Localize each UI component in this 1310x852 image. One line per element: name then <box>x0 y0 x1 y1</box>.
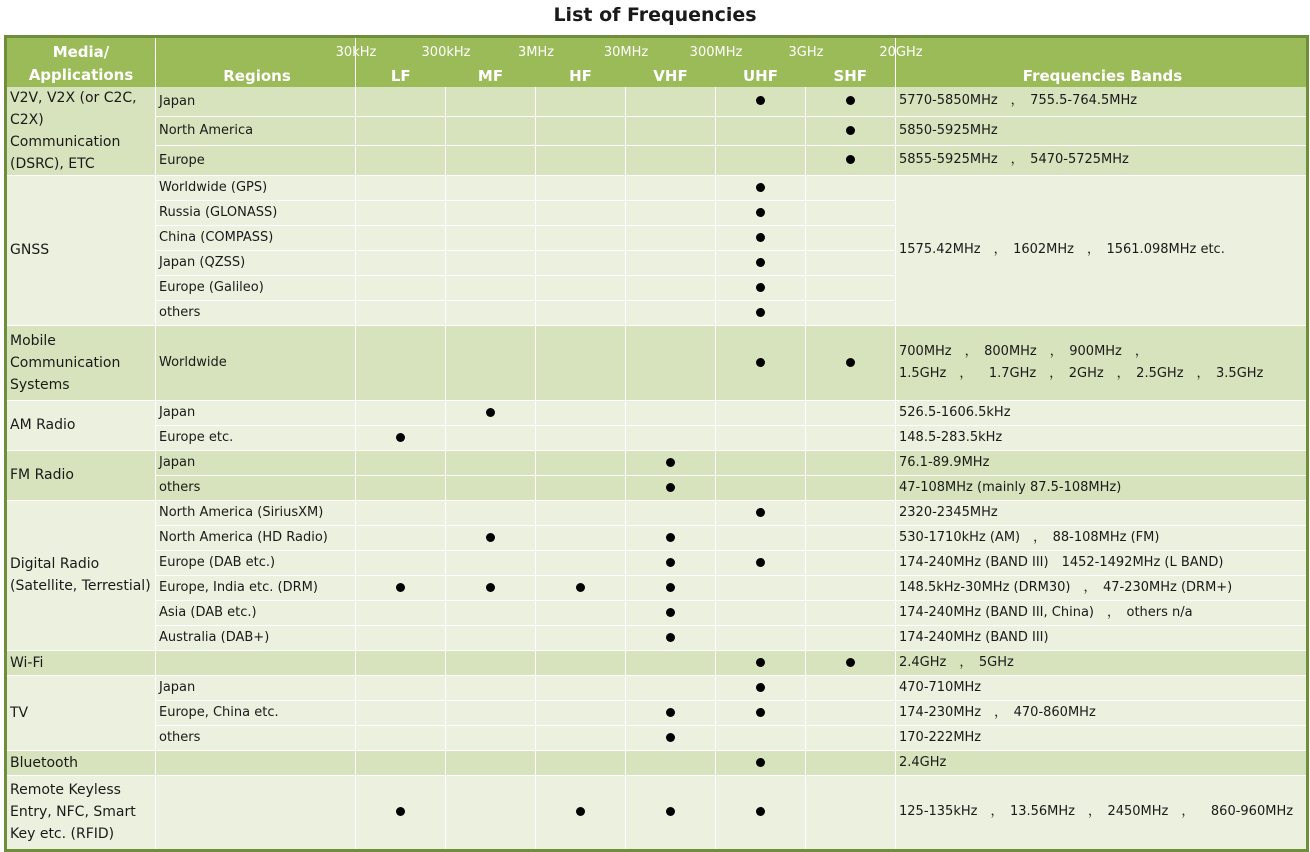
band-cell-lf <box>356 275 446 300</box>
band-mark-dot-icon <box>756 183 765 192</box>
band-cell-uhf <box>716 250 806 275</box>
band-cell-hf <box>536 275 626 300</box>
band-cell-shf <box>806 475 896 500</box>
band-cell-shf <box>806 750 896 775</box>
band-cell-vhf <box>626 400 716 425</box>
band-cell-lf <box>356 525 446 550</box>
band-cell-uhf <box>716 525 806 550</box>
edge-label-300mhz: 300MHz <box>689 45 743 60</box>
band-cell-shf <box>806 700 896 725</box>
band-mark-dot-icon <box>756 208 765 217</box>
band-cell-shf <box>806 200 896 225</box>
region-cell: Europe (Galileo) <box>156 275 356 300</box>
band-mark-dot-icon <box>486 533 495 542</box>
band-cell-shf <box>806 225 896 250</box>
band-cell-vhf <box>626 725 716 750</box>
band-cell-vhf <box>626 250 716 275</box>
table-row <box>6 625 1308 650</box>
band-cell-shf <box>806 775 896 850</box>
band-mark-dot-icon <box>666 583 675 592</box>
band-cell-mf <box>446 500 536 525</box>
frequency-bands-cell: 2320-2345MHz <box>896 500 1308 525</box>
band-mark-dot-icon <box>756 708 765 717</box>
band-cell-shf <box>806 550 896 575</box>
band-mark-dot-icon <box>846 126 855 135</box>
table-row <box>6 575 1308 600</box>
band-cell-mf <box>446 600 536 625</box>
edge-label-3mhz: 3MHz <box>517 45 555 60</box>
band-cell-uhf <box>716 300 806 325</box>
band-cell-hf <box>536 250 626 275</box>
media-header-line-2: Applications <box>28 65 134 84</box>
band-cell-mf <box>446 325 536 400</box>
media-cell: Bluetooth <box>6 750 156 775</box>
band-mark-dot-icon <box>666 533 675 542</box>
band-cell-mf <box>446 525 536 550</box>
band-cell-shf <box>806 300 896 325</box>
region-cell <box>156 750 356 775</box>
band-mark-dot-icon <box>846 358 855 367</box>
table-row <box>6 600 1308 625</box>
band-cell-uhf <box>716 700 806 725</box>
band-mark-dot-icon <box>756 358 765 367</box>
band-cell-uhf <box>716 600 806 625</box>
band-cell-vhf <box>626 600 716 625</box>
band-cell-lf <box>356 200 446 225</box>
band-cell-shf <box>806 250 896 275</box>
region-cell: Japan (QZSS) <box>156 250 356 275</box>
region-cell: China (COMPASS) <box>156 225 356 250</box>
band-mark-dot-icon <box>666 558 675 567</box>
band-cell-uhf <box>716 450 806 475</box>
band-cell-hf <box>536 450 626 475</box>
band-cell-lf <box>356 475 446 500</box>
band-cell-uhf <box>716 225 806 250</box>
band-cell-hf <box>536 400 626 425</box>
region-cell: Japan <box>156 675 356 700</box>
region-cell: Japan <box>156 400 356 425</box>
band-mark-dot-icon <box>486 408 495 417</box>
band-cell-shf <box>806 650 896 675</box>
band-cell-hf <box>536 300 626 325</box>
band-cell-hf <box>536 175 626 200</box>
band-cell-lf <box>356 600 446 625</box>
band-cell-uhf <box>716 575 806 600</box>
region-cell: Europe, China etc. <box>156 700 356 725</box>
band-cell-hf <box>536 225 626 250</box>
band-cell-vhf <box>626 175 716 200</box>
band-cell-vhf <box>626 500 716 525</box>
band-mark-dot-icon <box>666 633 675 642</box>
band-cell-lf <box>356 550 446 575</box>
band-cell-hf <box>536 750 626 775</box>
band-cell-lf <box>356 725 446 750</box>
band-cell-hf <box>536 87 626 117</box>
band-cell-shf <box>806 675 896 700</box>
band-cell-uhf <box>716 400 806 425</box>
media-cell: Wi-Fi <box>6 650 156 675</box>
band-mark-dot-icon <box>756 258 765 267</box>
band-cell-uhf <box>716 325 806 400</box>
media-cell: GNSS <box>6 175 156 325</box>
band-cell-uhf <box>716 146 806 176</box>
band-mark-dot-icon <box>756 308 765 317</box>
band-cell-lf <box>356 250 446 275</box>
band-mark-dot-icon <box>666 708 675 717</box>
media-cell: AM Radio <box>6 400 156 450</box>
frequency-bands-cell: 5850-5925MHz <box>896 116 1308 146</box>
band-cell-uhf <box>716 200 806 225</box>
band-cell-mf <box>446 650 536 675</box>
band-cell-vhf <box>626 575 716 600</box>
band-cell-lf <box>356 775 446 850</box>
band-cell-hf <box>536 525 626 550</box>
band-mark-dot-icon <box>756 807 765 816</box>
band-cell-vhf <box>626 525 716 550</box>
band-cell-uhf <box>716 550 806 575</box>
band-mark-dot-icon <box>576 583 585 592</box>
table-row <box>6 325 1308 400</box>
region-cell: others <box>156 475 356 500</box>
region-cell: Europe etc. <box>156 425 356 450</box>
band-cell-lf <box>356 300 446 325</box>
band-cell-hf <box>536 700 626 725</box>
band-cell-vhf <box>626 775 716 850</box>
band-mark-dot-icon <box>846 96 855 105</box>
region-cell: Europe, India etc. (DRM) <box>156 575 356 600</box>
band-cell-mf <box>446 775 536 850</box>
frequency-bands-cell: 148.5kHz-30MHz (DRM30) ， 47-230MHz (DRM+) <box>896 575 1308 600</box>
band-mark-dot-icon <box>756 233 765 242</box>
region-cell: Russia (GLONASS) <box>156 200 356 225</box>
region-cell: Asia (DAB etc.) <box>156 600 356 625</box>
table-row <box>6 450 1308 475</box>
region-cell: others <box>156 725 356 750</box>
band-cell-uhf <box>716 475 806 500</box>
band-cell-hf <box>536 425 626 450</box>
table-row <box>6 500 1308 525</box>
band-cell-hf <box>536 625 626 650</box>
table-row <box>6 700 1308 725</box>
band-mark-dot-icon <box>396 583 405 592</box>
band-cell-hf <box>536 550 626 575</box>
media-cell: Mobile Communication Systems <box>6 325 156 400</box>
band-cell-mf <box>446 625 536 650</box>
band-cell-vhf <box>626 700 716 725</box>
band-cell-mf <box>446 87 536 117</box>
band-cell-lf <box>356 675 446 700</box>
region-cell: Worldwide (GPS) <box>156 175 356 200</box>
media-cell: TV <box>6 675 156 750</box>
band-cell-vhf <box>626 275 716 300</box>
band-mark-dot-icon <box>756 508 765 517</box>
band-cell-uhf <box>716 725 806 750</box>
band-cell-shf <box>806 400 896 425</box>
frequency-bands-cell: 174-240MHz (BAND III) <box>896 625 1308 650</box>
media-header <box>6 37 156 87</box>
band-mark-dot-icon <box>756 96 765 105</box>
table-row <box>6 750 1308 775</box>
band-cell-mf <box>446 475 536 500</box>
table-row <box>6 525 1308 550</box>
band-cell-lf <box>356 400 446 425</box>
frequency-bands-cell: 170-222MHz <box>896 725 1308 750</box>
band-cell-mf <box>446 425 536 450</box>
band-mark-dot-icon <box>846 155 855 164</box>
media-cell: Remote Keyless Entry, NFC, Smart Key etc. (RFID) <box>6 775 156 850</box>
band-header-shf: SHF <box>833 66 868 85</box>
region-cell: Japan <box>156 450 356 475</box>
band-cell-uhf <box>716 87 806 117</box>
band-cell-shf <box>806 325 896 400</box>
frequency-bands-cell: 5770-5850MHz ， 755.5-764.5MHz <box>896 87 1308 117</box>
band-mark-dot-icon <box>666 608 675 617</box>
band-header-uhf: UHF <box>743 66 778 85</box>
band-cell-hf <box>536 146 626 176</box>
edge-label-20ghz: 20GHz <box>879 45 923 60</box>
band-cell-mf <box>446 550 536 575</box>
band-cell-uhf <box>716 775 806 850</box>
page-title: List of Frequencies <box>553 4 757 26</box>
band-cell-vhf <box>626 675 716 700</box>
band-cell-hf <box>536 650 626 675</box>
table-row <box>6 650 1308 675</box>
band-cell-uhf <box>716 275 806 300</box>
band-cell-vhf <box>626 475 716 500</box>
region-cell <box>156 650 356 675</box>
band-cell-mf <box>446 250 536 275</box>
band-cell-mf <box>446 725 536 750</box>
band-cell-mf <box>446 116 536 146</box>
band-cell-lf <box>356 750 446 775</box>
frequency-bands-cell: 76.1-89.9MHz <box>896 450 1308 475</box>
band-cell-vhf <box>626 750 716 775</box>
band-cell-shf <box>806 275 896 300</box>
band-cell-mf <box>446 200 536 225</box>
frequency-bands-cell: 470-710MHz <box>896 675 1308 700</box>
band-cell-hf <box>536 675 626 700</box>
band-mark-dot-icon <box>666 458 675 467</box>
band-mark-dot-icon <box>756 683 765 692</box>
band-mark-dot-icon <box>846 658 855 667</box>
band-cell-lf <box>356 425 446 450</box>
band-header-hf: HF <box>569 66 592 85</box>
band-mark-dot-icon <box>756 658 765 667</box>
band-mark-dot-icon <box>666 483 675 492</box>
band-cell-hf <box>536 325 626 400</box>
header-row <box>6 37 1308 87</box>
band-cell-vhf <box>626 200 716 225</box>
edge-label-30khz: 30kHz <box>335 45 377 60</box>
band-cell-hf <box>536 116 626 146</box>
band-cell-shf <box>806 575 896 600</box>
frequency-bands-cell: 148.5-283.5kHz <box>896 425 1308 450</box>
band-mark-dot-icon <box>756 283 765 292</box>
band-cell-lf <box>356 575 446 600</box>
band-cell-hf <box>536 725 626 750</box>
frequency-bands-cell: 700MHz ， 800MHz ， 900MHz ， 1.5GHz ， 1.7GHz ， 2GHz ， 2.5GHz ， 3.5GHz <box>896 325 1308 400</box>
band-cell-vhf <box>626 300 716 325</box>
band-cell-lf <box>356 700 446 725</box>
frequency-bands-cell: 174-240MHz (BAND III) 1452-1492MHz (L BAND) <box>896 550 1308 575</box>
band-cell-mf <box>446 225 536 250</box>
band-cell-uhf <box>716 650 806 675</box>
table-row <box>6 87 1308 117</box>
band-cell-lf <box>356 175 446 200</box>
region-cell: others <box>156 300 356 325</box>
band-cell-mf <box>446 175 536 200</box>
band-mark-dot-icon <box>756 758 765 767</box>
table-row <box>6 175 1308 200</box>
band-cell-lf <box>356 116 446 146</box>
band-cell-vhf <box>626 225 716 250</box>
frequency-bands-cell: 1575.42MHz ， 1602MHz ， 1561.098MHz etc. <box>896 175 1308 325</box>
band-cell-uhf <box>716 750 806 775</box>
band-cell-mf <box>446 450 536 475</box>
frequency-table <box>4 35 1309 852</box>
table-row <box>6 425 1308 450</box>
region-cell: Japan <box>156 87 356 117</box>
band-cell-mf <box>446 275 536 300</box>
band-mark-dot-icon <box>486 583 495 592</box>
media-cell: V2V, V2X (or C2C, C2X) Communication (DSRC), ETC <box>6 87 156 176</box>
frequency-bands-cell: 526.5-1606.5kHz <box>896 400 1308 425</box>
band-header-vhf: VHF <box>653 66 688 85</box>
band-cell-mf <box>446 675 536 700</box>
region-cell: Europe (DAB etc.) <box>156 550 356 575</box>
band-cell-vhf <box>626 325 716 400</box>
table-row <box>6 725 1308 750</box>
band-mark-dot-icon <box>396 807 405 816</box>
media-cell: Digital Radio (Satellite, Terrestial) <box>6 500 156 650</box>
band-cell-shf <box>806 500 896 525</box>
band-cell-uhf <box>716 675 806 700</box>
band-cell-lf <box>356 625 446 650</box>
band-cell-shf <box>806 116 896 146</box>
region-cell: North America (HD Radio) <box>156 525 356 550</box>
band-cell-shf <box>806 725 896 750</box>
band-cell-shf <box>806 425 896 450</box>
band-mark-dot-icon <box>576 807 585 816</box>
edge-label-3ghz: 3GHz <box>788 45 824 60</box>
band-cell-uhf <box>716 425 806 450</box>
frequency-bands-cell: 174-230MHz ， 470-860MHz <box>896 700 1308 725</box>
band-cell-shf <box>806 600 896 625</box>
region-cell: Worldwide <box>156 325 356 400</box>
table-row <box>6 550 1308 575</box>
band-cell-uhf <box>716 175 806 200</box>
frequency-bands-cell: 174-240MHz (BAND III, China) ， others n/a <box>896 600 1308 625</box>
band-cell-vhf <box>626 146 716 176</box>
region-cell: North America (SiriusXM) <box>156 500 356 525</box>
frequency-bands-cell: 5855-5925MHz ， 5470-5725MHz <box>896 146 1308 176</box>
table-body <box>6 87 1308 851</box>
band-cell-vhf <box>626 650 716 675</box>
frequency-bands-cell: 125-135kHz ， 13.56MHz ， 2450MHz ， 860-960MHz <box>896 775 1308 850</box>
band-cell-shf <box>806 450 896 475</box>
band-cell-vhf <box>626 625 716 650</box>
band-cell-vhf <box>626 425 716 450</box>
band-cell-shf <box>806 146 896 176</box>
band-cell-hf <box>536 500 626 525</box>
band-cell-mf <box>446 300 536 325</box>
region-cell: Europe <box>156 146 356 176</box>
band-cell-uhf <box>716 625 806 650</box>
band-cell-mf <box>446 700 536 725</box>
band-cell-mf <box>446 575 536 600</box>
frequency-bands-cell: 530-1710kHz (AM) ， 88-108MHz (FM) <box>896 525 1308 550</box>
band-mark-dot-icon <box>756 558 765 567</box>
band-cell-mf <box>446 400 536 425</box>
band-cell-vhf <box>626 550 716 575</box>
band-cell-lf <box>356 650 446 675</box>
frequency-bands-cell: 47-108MHz (mainly 87.5-108MHz) <box>896 475 1308 500</box>
band-cell-shf <box>806 525 896 550</box>
band-mark-dot-icon <box>666 807 675 816</box>
region-cell: Australia (DAB+) <box>156 625 356 650</box>
band-cell-vhf <box>626 87 716 117</box>
frequency-bands-cell: 2.4GHz ， 5GHz <box>896 650 1308 675</box>
band-cell-shf <box>806 175 896 200</box>
band-cell-hf <box>536 200 626 225</box>
band-cell-shf <box>806 87 896 117</box>
frequency-bands-cell: 2.4GHz <box>896 750 1308 775</box>
band-header-lf: LF <box>390 66 411 85</box>
edge-label-300khz: 300kHz <box>421 45 471 60</box>
table-row <box>6 775 1308 850</box>
band-cell-lf <box>356 146 446 176</box>
band-cell-lf <box>356 450 446 475</box>
band-cell-hf <box>536 775 626 850</box>
band-cell-uhf <box>716 116 806 146</box>
band-cell-lf <box>356 500 446 525</box>
edge-label-30mhz: 30MHz <box>603 45 649 60</box>
band-cell-mf <box>446 146 536 176</box>
region-cell <box>156 775 356 850</box>
band-cell-hf <box>536 600 626 625</box>
table-row <box>6 116 1308 146</box>
band-cell-lf <box>356 225 446 250</box>
table-row <box>6 475 1308 500</box>
band-mark-dot-icon <box>396 433 405 442</box>
band-cell-shf <box>806 625 896 650</box>
media-header-line-1: Media/ <box>52 42 110 61</box>
band-cell-hf <box>536 475 626 500</box>
region-cell: North America <box>156 116 356 146</box>
band-cell-mf <box>446 750 536 775</box>
band-cell-lf <box>356 87 446 117</box>
frequency-bands-header: Frequencies Bands <box>896 37 1308 87</box>
band-cell-uhf <box>716 500 806 525</box>
media-cell: FM Radio <box>6 450 156 500</box>
band-header-mf: MF <box>477 66 504 85</box>
table-row <box>6 675 1308 700</box>
regions-header: Regions <box>156 37 356 87</box>
band-cell-lf <box>356 325 446 400</box>
band-cell-vhf <box>626 116 716 146</box>
table-row <box>6 146 1308 176</box>
band-cell-hf <box>536 575 626 600</box>
table-row <box>6 400 1308 425</box>
band-cell-vhf <box>626 450 716 475</box>
band-mark-dot-icon <box>666 733 675 742</box>
